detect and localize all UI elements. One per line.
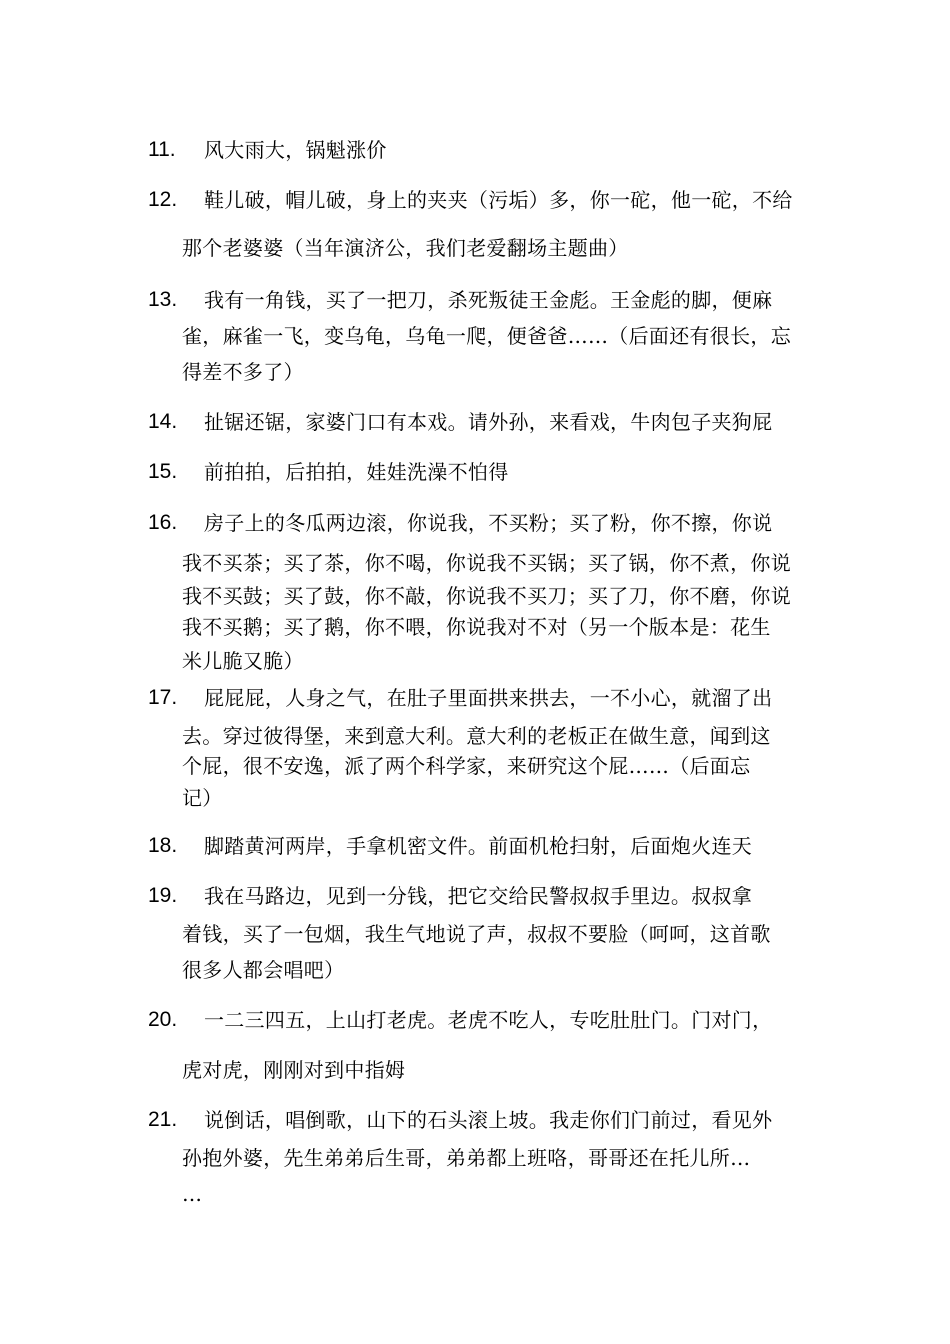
item-line: 屁屁屁，人身之气，在肚子里面拱来拱去，一不小心，就溜了出 [204, 686, 773, 710]
item-line: 去。穿过彼得堡，来到意大利。意大利的老板正在做生意，闻到这 [182, 724, 771, 748]
item-line: 我不买鹅；买了鹅，你不喂，你说我对不对（另一个版本是：花生 [182, 615, 771, 639]
item-number: 20. [148, 1008, 178, 1031]
item-number: 18. [148, 834, 178, 857]
item-line: 着钱，买了一包烟，我生气地说了声，叔叔不要脸（呵呵，这首歌 [182, 922, 771, 946]
item-line: 鞋儿破，帽儿破，身上的夹夹（污垢）多，你一砣，他一砣，不给 [204, 188, 793, 212]
item-line: 我不买鼓；买了鼓，你不敲，你说我不买刀；买了刀，你不磨，你说 [182, 584, 791, 608]
item-number: 15. [148, 460, 178, 483]
item-line: 个屁，很不安逸，派了两个科学家，来研究这个屁……（后面忘 [182, 754, 751, 778]
item-line: 得差不多了） [182, 360, 304, 384]
item-line: 虎对虎，刚刚对到中指姆 [182, 1058, 406, 1082]
item-number: 11. [148, 138, 176, 161]
item-line: 米儿脆又脆） [182, 649, 304, 673]
item-line: 那个老婆婆（当年演济公，我们老爱翻场主题曲） [182, 236, 629, 260]
item-line: 我有一角钱，买了一把刀，杀死叛徒王金彪。王金彪的脚，便麻 [204, 288, 773, 312]
item-line: 说倒话，唱倒歌，山下的石头滚上坡。我走你们门前过，看见外 [204, 1108, 773, 1132]
item-line: 很多人都会唱吧） [182, 958, 345, 982]
item-line: 风大雨大，锅魁涨价 [204, 138, 387, 162]
item-number: 13. [148, 288, 178, 311]
item-number: 19. [148, 884, 178, 907]
item-line: 雀，麻雀一飞，变乌龟，乌龟一爬，便爸爸……（后面还有很长，忘 [182, 324, 791, 348]
item-number: 16. [148, 511, 178, 534]
item-line: 一二三四五，上山打老虎。老虎不吃人，专吃肚肚门。门对门， [204, 1008, 773, 1032]
item-number: 21. [148, 1108, 178, 1131]
item-number: 17. [148, 686, 178, 709]
item-line: 记） [182, 786, 223, 810]
item-line: 扯锯还锯，家婆门口有本戏。请外孙，来看戏，牛肉包子夹狗屁 [204, 410, 773, 434]
item-line: 房子上的冬瓜两边滚，你说我，不买粉；买了粉，你不擦，你说 [204, 511, 773, 535]
item-number: 12. [148, 188, 178, 211]
item-line: 我不买茶；买了茶，你不喝，你说我不买锅；买了锅，你不煮，你说 [182, 551, 791, 575]
item-line: 孙抱外婆，先生弟弟后生哥，弟弟都上班咯，哥哥还在托儿所… [182, 1146, 751, 1170]
item-line: … [182, 1182, 203, 1206]
item-line: 脚踏黄河两岸，手拿机密文件。前面机枪扫射，后面炮火连天 [204, 834, 753, 858]
item-number: 14. [148, 410, 178, 433]
item-line: 前拍拍，后拍拍，娃娃洗澡不怕得 [204, 460, 509, 484]
item-line: 我在马路边，见到一分钱，把它交给民警叔叔手里边。叔叔拿 [204, 884, 753, 908]
